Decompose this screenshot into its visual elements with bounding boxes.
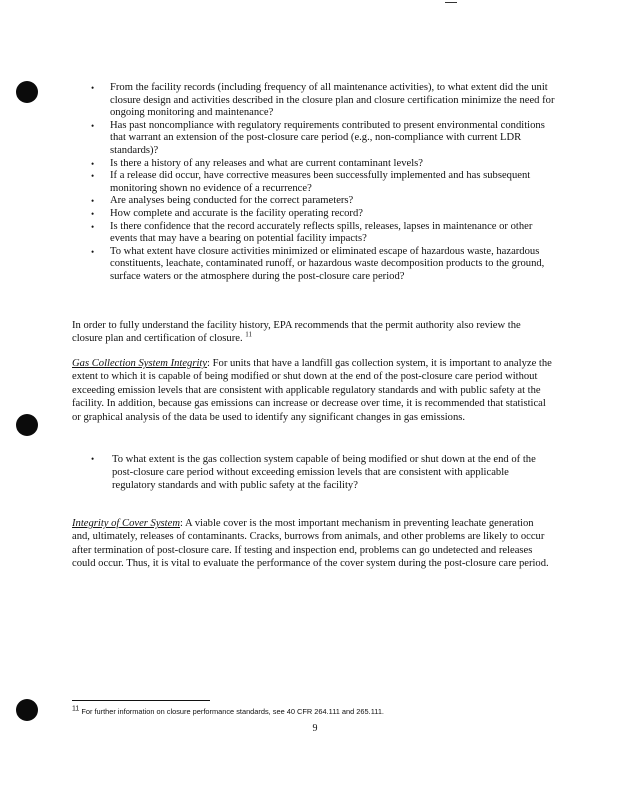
bullet-icon: • xyxy=(91,158,95,169)
bullet-icon: • xyxy=(91,120,95,131)
punch-hole xyxy=(16,699,38,721)
gas-collection-paragraph: Gas Collection System Integrity: For units that have a landfill gas collection system, it is important to analyze the extent to which it is capable of being modified or shut down at the end of the post-closure care period without exceeding emission levels that are consistent with applicable regulatory standards and with public safety at the facility. In addition, because gas emissions can increase or decrease over time, it is recommended that statistical or graphical analysis of the data be used to identify any significant changes in gas emissions. xyxy=(72,358,552,423)
gas-question-list xyxy=(78,453,548,493)
bullet-icon: • xyxy=(91,196,95,207)
punch-hole xyxy=(16,414,38,436)
bullet-icon: • xyxy=(91,454,95,464)
list-item: • How complete and accurate is the facility operating record? xyxy=(91,207,363,219)
list-item: • Has past noncompliance with regulatory requirements contributed to present environmental conditions that warrant an extension of the post-closure care period (e.g., non-compliance with current LDR standards)? xyxy=(91,119,545,156)
cover-system-heading: Integrity of Cover System xyxy=(72,518,180,529)
bullet-icon: • xyxy=(91,83,95,93)
list-item: • From the facility records (including frequency of all maintenance activities), to what extent did the unit closure design and activities described in the closure plan and closure certification minimize the need for ongoing monitoring and maintenance? xyxy=(91,82,555,119)
cover-system-paragraph: Integrity of Cover System: A viable cover is the most important mechanism in preventing leachate generation and, ultimately, releases of contaminants. Cracks, burrows from animals, and other problems are likely to occur after termination of post-closure care. If testing and inspection end, problems can go undetected and releases could occur. Thus, it is vital to evaluate the performance of the cover system during the post-closure care period. xyxy=(72,518,549,570)
footnote-divider xyxy=(72,700,210,701)
punch-hole xyxy=(16,81,38,103)
list-item: • Is there confidence that the record accurately reflects spills, releases, lapses in maintenance or other events that may have a bearing on potential facility impacts? xyxy=(91,220,533,245)
footnote: $^{11}$ For further information on closure performance standards, see 40 CFR 264.111 and 265.111. xyxy=(72,705,384,716)
history-paragraph: In order to fully understand the facility history, EPA recommends that the permit authority also review the closure plan and certification of closure. $^{11}$ xyxy=(72,320,521,345)
list-item: • Are analyses being conducted for the correct parameters? xyxy=(91,195,354,207)
list-item: • To what extent have closure activities minimized or eliminated escape of hazardous waste, hazardous constituents, leachate, contaminated runoff, or hazardous waste decomposition products to the ground, surface waters or the atmosphere during the post-closure care period? xyxy=(91,245,545,282)
scan-mark xyxy=(445,2,457,3)
list-item: • Is there a history of any releases and what are current contaminant levels? xyxy=(91,157,423,169)
footnote-reference: 11 xyxy=(245,330,253,339)
history-question-list xyxy=(78,82,558,284)
list-item: • If a release did occur, have corrective measures been successfully implemented and has subsequent monitoring shown no evidence of a recurrence? xyxy=(91,170,531,194)
bullet-icon: • xyxy=(91,171,95,182)
list-item: • To what extent is the gas collection system capable of being modified or shut down at the end of the post-closure care period without exceeding emission levels that are consistent with applicable regulatory standards and with public safety at the facility? xyxy=(91,454,536,492)
gas-collection-heading: Gas Collection System Integrity xyxy=(72,358,208,369)
page-number: 9 xyxy=(312,723,318,734)
bullet-icon: • xyxy=(91,246,95,257)
bullet-icon: • xyxy=(91,221,95,232)
bullet-icon: • xyxy=(91,208,95,219)
